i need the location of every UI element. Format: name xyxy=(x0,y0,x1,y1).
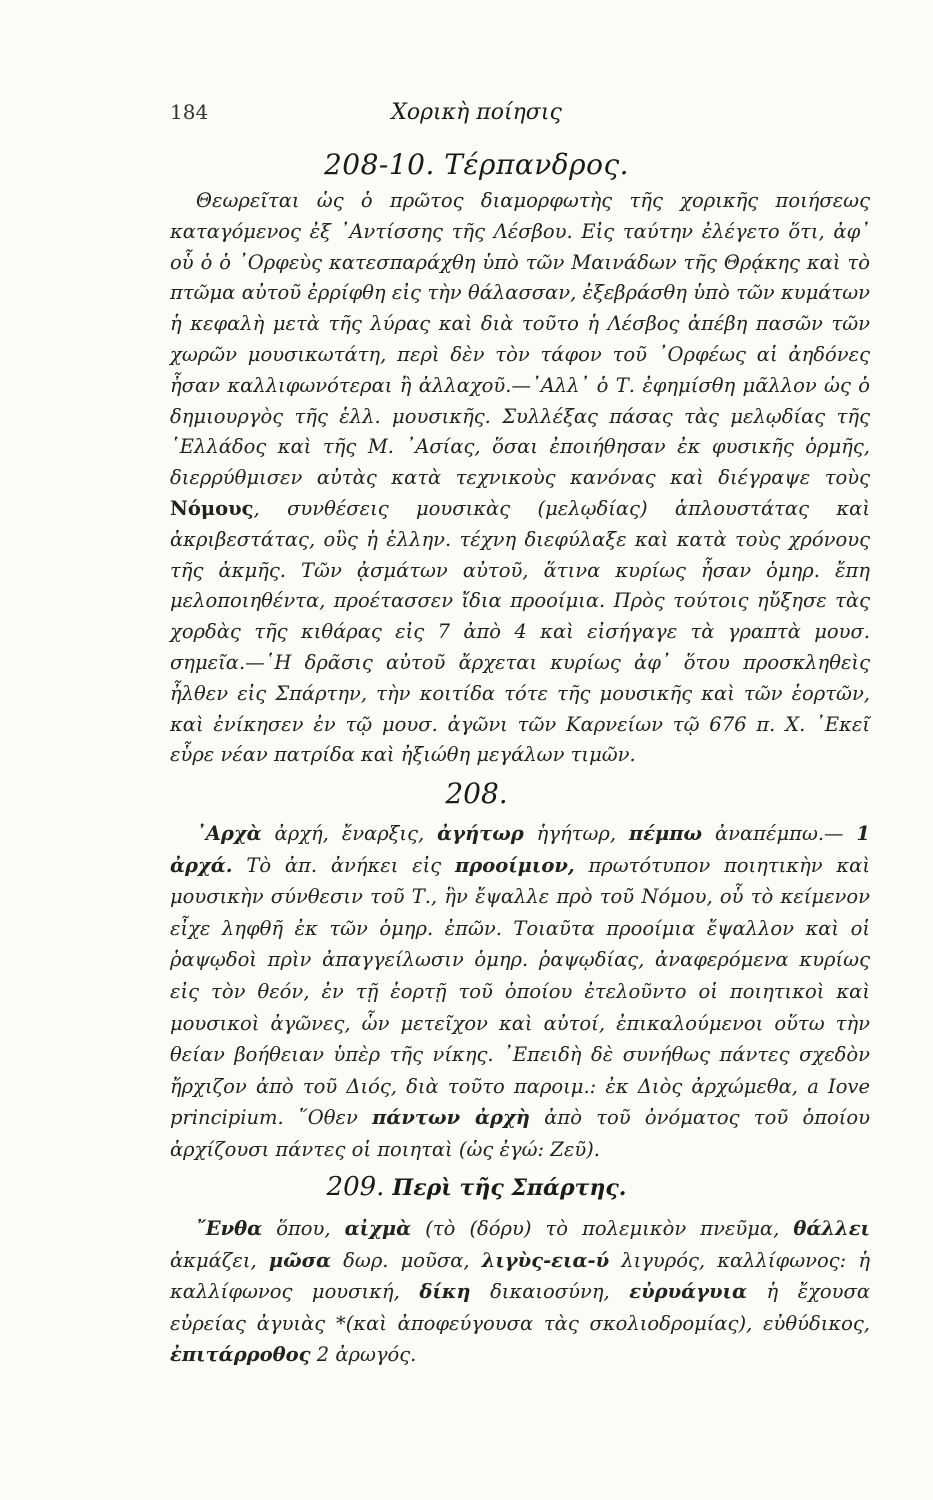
running-title: Χορικὴ ποίησις xyxy=(391,100,562,125)
gloss: ἀναπέμπω.— xyxy=(702,822,857,845)
gloss: ὅπου, xyxy=(262,1217,345,1240)
term: ῎Ενθα xyxy=(196,1217,263,1240)
intro-text-2: , συνθέσεις μουσικὰς (μελῳδίας) ἁπλουστάτας καὶ ἀκριβεστάτας, οὓς ἡ ἑλλην. τέχνη διεφύλαξε καὶ κατὰ τοὺς χρόνους τῆς ἀκμῆς. Τῶν ᾀσμάτων αὐτοῦ, ἅτινα κυρίως ἦσαν ὁμηρ. ἔπη μελοποιηθέντα, προέτασσεν ἴδια προοίμια. Πρὸς τούτοις ηὔξησε τὰς χορδὰς τῆς κιθάρας εἰς 7 ἀπὸ 4 καὶ εἰσήγαγε τὰ γραπτὰ μουσ. σημεῖα.—῾Η δρᾶσις αὐτοῦ ἄρχεται κυρίως ἀφ᾿ ὅτου προσκληθεὶς ἦλθεν εἰς Σπάρτην, τὴν κοιτίδα τότε τῆς μουσικῆς καὶ τῶν ἑορτῶν, καὶ ἐνίκησεν ἐν τῷ μουσ. ἀγῶνι τῶν Καρνείων τῷ 676 π. Χ. ᾿Εκεῖ εὗρε νέαν πατρίδα καὶ ἠξιώθη μεγάλων τιμῶν. xyxy=(170,496,870,767)
term: αἰχμὰ xyxy=(344,1217,412,1240)
section-number: 209. xyxy=(326,1172,385,1202)
gloss: ἡ ἔχουσα εὐρείας ἀγυιὰς *(καὶ ἀποφεύγουσα τὰς σκολιοδρομίας), εὐθύδικος, xyxy=(170,1280,871,1335)
gloss: (τὸ (δόρυ) τὸ πολεμικὸν πνεῦμα, xyxy=(411,1217,794,1240)
intro-paragraph xyxy=(170,186,870,771)
gloss: ἡγήτωρ, xyxy=(523,822,629,845)
gloss: Τὸ ἀπ. ἀνήκει εἰς xyxy=(232,853,455,877)
term: προοίμιον, xyxy=(454,853,575,877)
term: δίκη xyxy=(419,1280,471,1303)
term: λιγὺς-εια-ύ xyxy=(481,1248,610,1272)
section-heading-209 xyxy=(170,1172,783,1202)
gloss: . ῞Οθεν xyxy=(277,1106,373,1130)
gloss: πρωτότυπον ποιητικὴν καὶ μουσικὴν σύνθεσιν τοῦ Τ., ἣν ἔψαλλε πρὸ τοῦ Νόμου, οὗ τὸ κείμενον εἶχε ληφθῆ ἐκ τῶν ὁμηρ. ἐπῶν. Τοιαῦτα προοίμια ἔψαλλον καὶ οἱ ῥαψῳδοὶ πρὶν ἀπαγγείλωσιν ὁμηρ. ῥαψῳδίας, ἀναφερόμενα κυρίως εἰς τὸν θεόν, ἐν τῇ ἑορτῇ τοῦ ὁποίου ἐτελοῦντο οἱ ποιητικοὶ καὶ μουσικοὶ ἀγῶνες, ὧν μετεῖχον καὶ αὐτοί, ἐπικαλούμενοι οὕτω τὴν θείαν βοήθειαν ὑπὲρ τῆς νίκης. ᾿Επειδὴ δὲ συνήθως πάντες σχεδὸν ἤρχιζον ἀπὸ τοῦ Διός, διὰ τοῦτο παροιμ.: ἐκ Διὸς ἀρχώμεθα, xyxy=(170,853,870,1098)
latin-quote: a Iove principium xyxy=(170,1074,870,1130)
intro-text: Θεωρεῖται ὡς ὁ πρῶτος διαμορφωτὴς τῆς χορικῆς ποιήσεως καταγόμενος ἐξ ᾿Αντίσσης τῆς Λέσβου. Εἰς ταύτην ἐλέγετο ὅτι, ἀφ᾿ οὗ ὁ ὁ ᾿Ορφεὺς κατεσπαράχθη ὑπὸ τῶν Μαινάδων τῆς Θρᾴκης καὶ τὸ πτῶμα αὐτοῦ ἐρρίφθη εἰς τὴν θάλασσαν, ἐξεβράσθη ὑπὸ τῶν κυμάτων ἡ κεφαλὴ μετὰ τῆς λύρας καὶ διὰ τοῦτο ἡ Λέσβος ἀπέβη πασῶν τῶν χωρῶν μουσικωτάτη, περὶ δὲν τὸν τάφον τοῦ ᾿Ορφέως αἱ ἀηδόνες ἦσαν καλλιφωνότεραι ἢ ἀλλαχοῦ.—᾿Αλλ᾿ ὁ Τ. ἐφημίσθη μᾶλλον ὡς ὁ δημιουργὸς τῆς ἑλλ. μουσικῆς. Συλλέξας πάσας τὰς μελῳδίας τῆς ῾Ελλάδος καὶ τῆς Μ. ᾿Ασίας, ὅσαι ἐποιήθησαν ἐκ φυσικῆς ὁρμῆς, διερρύθμισεν αὐτὰς κατὰ τεχνικοὺς κανόνας καὶ διέγραψε τοὺς xyxy=(170,189,870,490)
page-header xyxy=(170,100,783,134)
gloss: λιγυρός, καλλίφωνος: ἡ καλλίφωνος μουσική, xyxy=(170,1248,870,1303)
gloss: δικαιοσύνη, xyxy=(470,1280,630,1303)
gloss: ἀπὸ τοῦ ὀνόματος τοῦ ὁποίου ἀρχίζουσι πάντες οἱ ποιηταὶ (ὡς ἐγώ: Ζεῦ). xyxy=(170,1106,870,1161)
term: ἐπιτάρροθος xyxy=(170,1343,311,1366)
term: πέμπω xyxy=(628,822,703,845)
term: θάλλει xyxy=(793,1217,870,1240)
intro-bold-nomous: Νόμους xyxy=(170,496,254,520)
term: ᾿Αρχὰ xyxy=(196,822,262,845)
page-number: 184 xyxy=(170,100,209,124)
section-heading-terpandros: 208-10. Τέρπανδρος. xyxy=(323,148,630,181)
section-title: Περὶ τῆς Σπάρτης. xyxy=(392,1175,627,1201)
term: ἀγήτωρ xyxy=(437,822,524,845)
section-heading-208: 208. xyxy=(445,777,508,810)
gloss: ἀκμάζει, xyxy=(170,1248,269,1272)
commentary-209 xyxy=(170,1213,870,1371)
gloss: δωρ. μοῦσα, xyxy=(331,1248,482,1272)
term: πάντων ἀρχὴ xyxy=(372,1106,530,1130)
term: 1 ἀρχά. xyxy=(170,822,870,877)
gloss: ἀρχή, ἔναρξις, xyxy=(261,822,438,845)
commentary-208 xyxy=(170,818,870,1166)
term: εὐρυάγυια xyxy=(629,1280,747,1303)
gloss: 2 ἀρωγός. xyxy=(310,1343,417,1366)
term: μῶσα xyxy=(268,1248,332,1272)
